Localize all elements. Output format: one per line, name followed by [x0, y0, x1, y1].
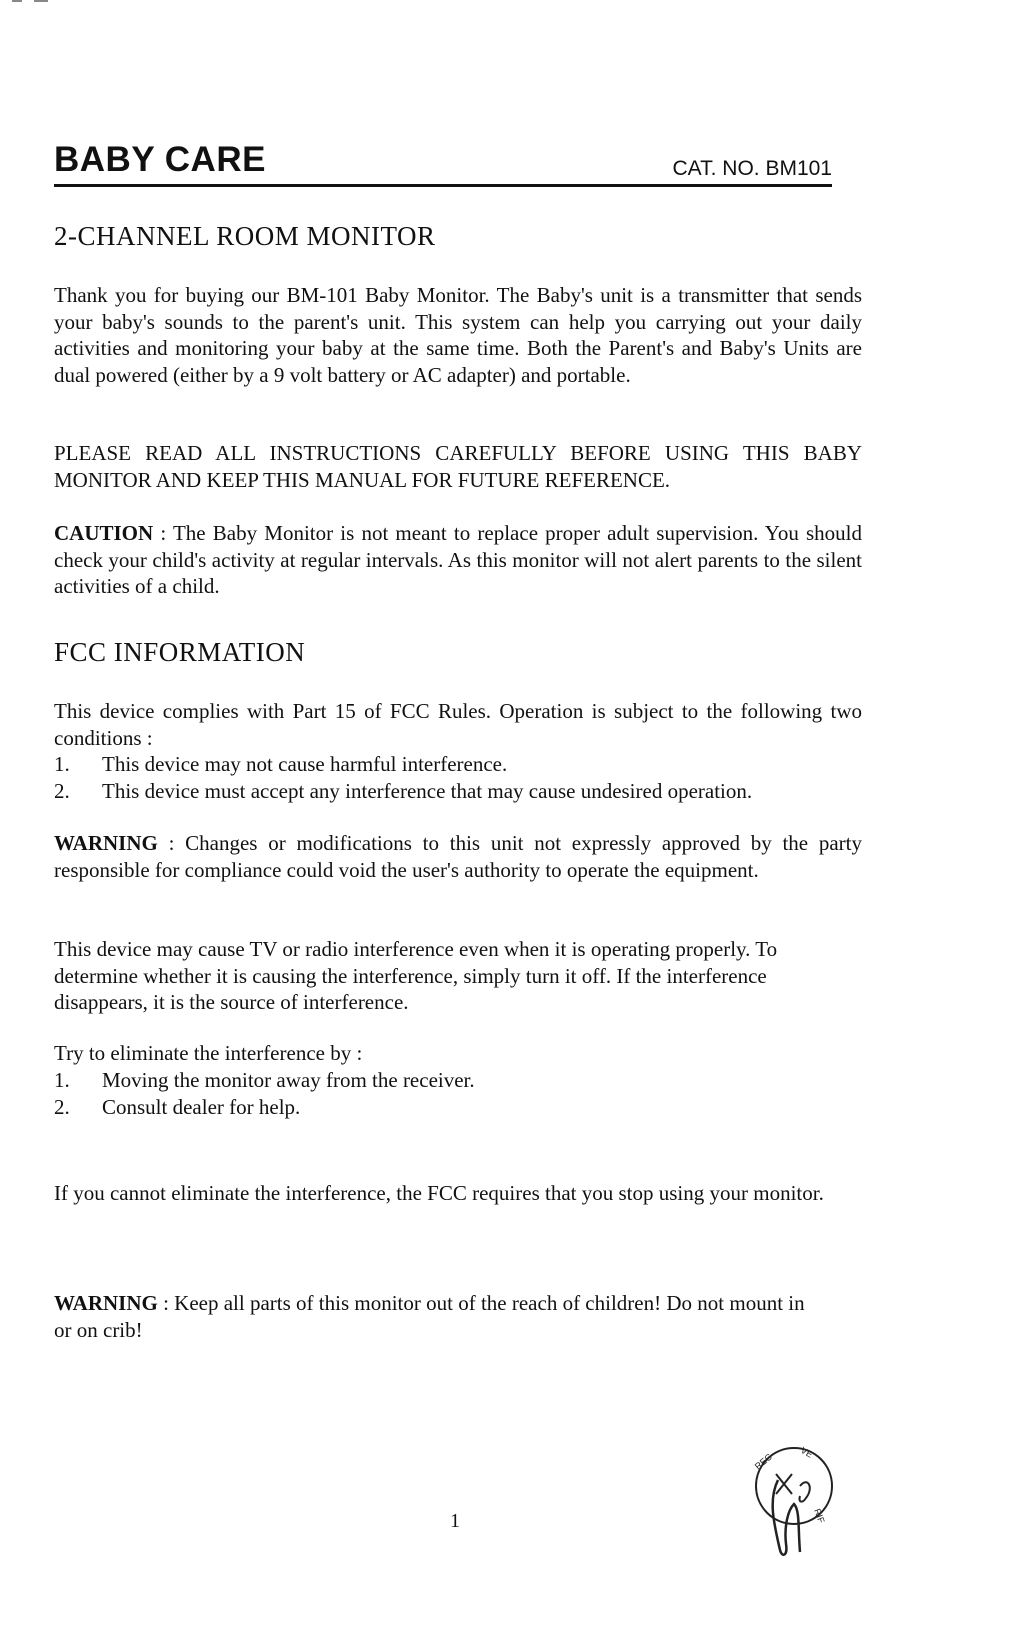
list-item [54, 751, 862, 778]
intro-paragraph: Thank you for buying our BM-101 Baby Monitor. The Baby's unit is a transmitter that sends your baby's sounds to the parent's unit. This system can help you carrying out your daily activities and monitoring your baby at the same time. Both the Parent's and Baby's Units are dual powered (either by a 9 volt battery or AC adapter) and portable. [54, 283, 862, 387]
list-item [54, 778, 862, 805]
eliminate-intro: Try to eliminate the interference by : [54, 1041, 363, 1065]
interference-paragraph: This device may cause TV or radio interference even when it is operating properly. To determine whether it is causing the interference, simply turn it off. If the interference disappears, it is the source of interference. [54, 937, 778, 1014]
warning-text: : Changes or modifications to this unit not expressly approved by the party responsible for compliance could void the user's authority to operate the equipment. [54, 831, 862, 882]
caution-text: : The Baby Monitor is not meant to replace proper adult supervision. You should check your child's activity at regular intervals. As this monitor will not alert parents to the silent activities of a child. [54, 521, 862, 598]
list-number: 2. [54, 778, 70, 803]
caution-paragraph [54, 520, 862, 600]
section-title-fcc: FCC INFORMATION [54, 637, 306, 667]
list-number: 1. [54, 752, 70, 776]
scan-speck [12, 0, 22, 2]
warning-children-paragraph [54, 1290, 814, 1343]
steps-list [54, 1067, 862, 1120]
page-number: 1 [450, 1510, 460, 1532]
section-title-room-monitor: 2-CHANNEL ROOM MONITOR [54, 221, 436, 251]
caution-label: CAUTION [54, 521, 154, 545]
warning-label: WARNING [54, 831, 158, 855]
list-text: Consult dealer for help. [102, 1094, 301, 1119]
compliance-paragraph: This device complies with Part 15 of FCC Rules. Operation is subject to the following two conditions : [54, 699, 862, 750]
list-text: This device must accept any interference that may cause undesired operation. [102, 778, 753, 803]
list-number: 2. [54, 1094, 70, 1119]
record-verified-stamp-icon [748, 1440, 840, 1560]
svg-text:VE: VE [799, 1445, 815, 1460]
page-header [54, 140, 832, 187]
svg-text:RIF: RIF [812, 1507, 827, 1525]
warning-modifications-paragraph [54, 830, 862, 883]
list-item [54, 1094, 862, 1121]
svg-text:REC: REC [752, 1451, 774, 1472]
catalog-number: CAT. NO. BM101 [672, 157, 832, 180]
read-instructions-notice: PLEASE READ ALL INSTRUCTIONS CAREFULLY BEFORE USING THIS BABY MONITOR AND KEEP THIS MANUAL FOR FUTURE REFERENCE. [54, 441, 862, 492]
list-text: Moving the monitor away from the receiver. [102, 1068, 475, 1092]
warning-text: : Keep all parts of this monitor out of the reach of children! Do not mount in or on crib! [54, 1291, 805, 1342]
list-text: This device may not cause harmful interference. [102, 752, 508, 776]
warning-label: WARNING [54, 1291, 158, 1315]
brand-title: BABY CARE [54, 140, 266, 179]
list-item [54, 1067, 862, 1094]
conditions-list [54, 751, 862, 804]
scan-speck [34, 0, 48, 2]
list-number: 1. [54, 1068, 70, 1092]
fcc-requirement-paragraph: If you cannot eliminate the interference, the FCC requires that you stop using your monitor. [54, 1181, 824, 1205]
